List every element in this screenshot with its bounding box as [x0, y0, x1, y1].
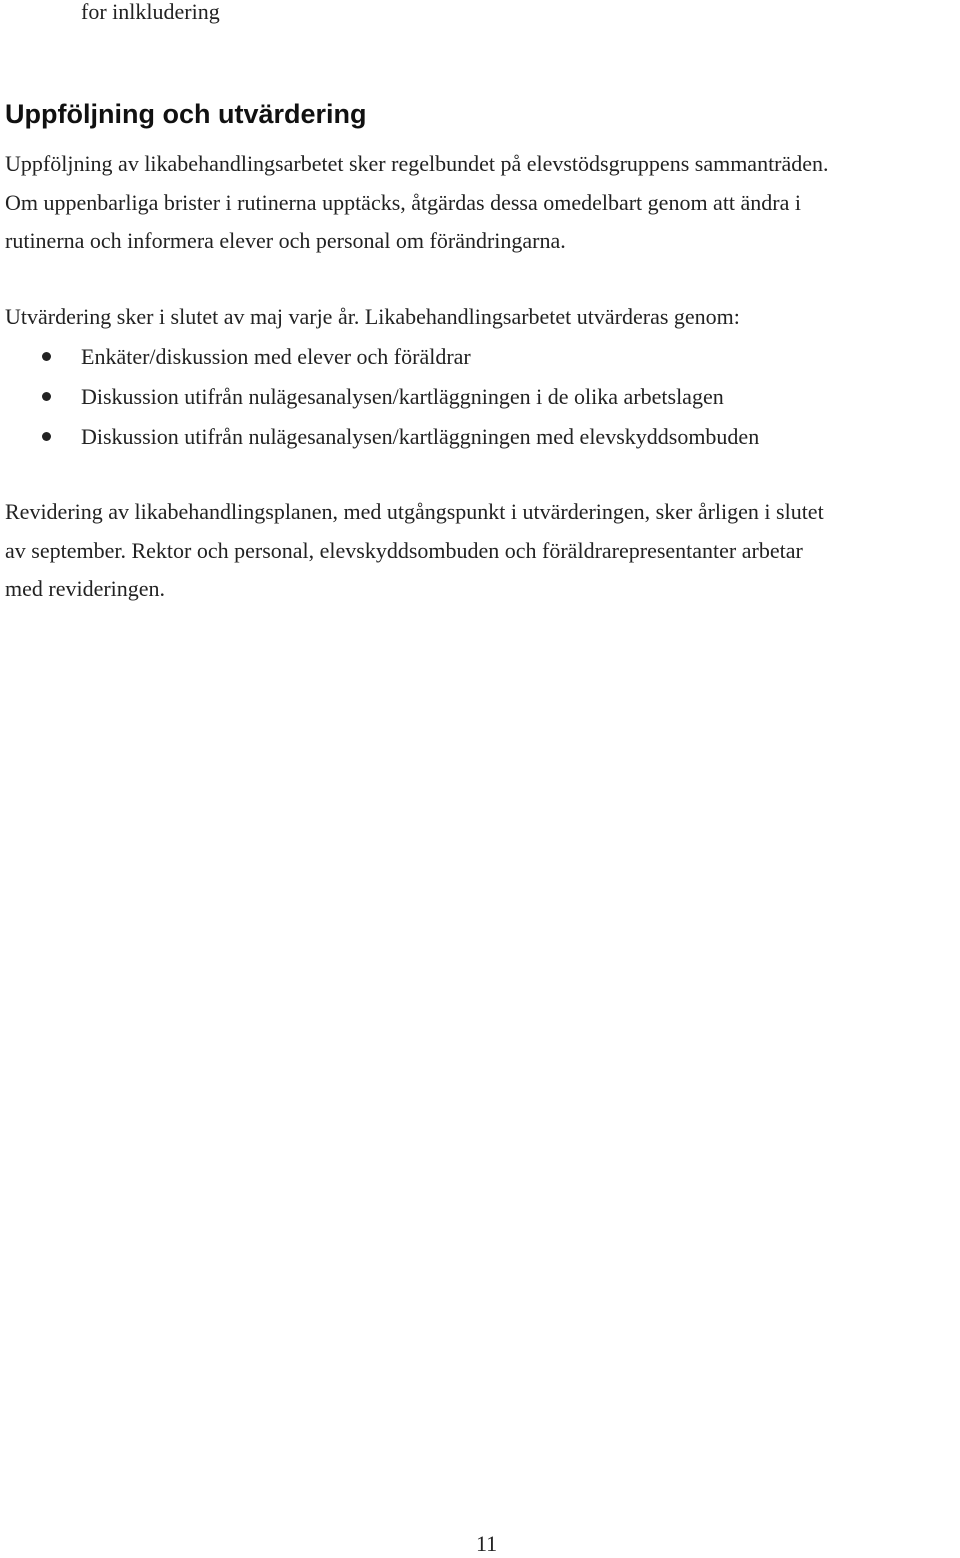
- paragraph-line: Utvärdering sker i slutet av maj varje år. Likabehandlingsarbetet utvärderas genom:: [5, 304, 740, 329]
- previous-page-fragment: for inlkludering: [81, 0, 220, 24]
- list-item-text: Enkäter/diskussion med elever och föräldrar: [81, 344, 471, 369]
- paragraph-follow-up: [5, 145, 829, 261]
- bullet-icon: [42, 352, 51, 361]
- list-item: [0, 377, 759, 417]
- paragraph-evaluation: [5, 298, 740, 337]
- list-item-text: Diskussion utifrån nulägesanalysen/kartläggningen med elevskyddsombuden: [81, 424, 760, 449]
- list-item-text: Diskussion utifrån nulägesanalysen/kartläggningen i de olika arbetslagen: [81, 384, 724, 409]
- bullet-icon: [42, 392, 51, 401]
- list-item: [0, 417, 759, 457]
- paragraph-line: med revideringen.: [5, 576, 166, 601]
- bullet-icon: [42, 432, 51, 441]
- section-heading: Uppföljning och utvärdering: [5, 99, 367, 129]
- paragraph-line: rutinerna och informera elever och personal om förändringarna.: [5, 228, 566, 253]
- page-number: 11: [476, 1531, 498, 1556]
- paragraph-line: Uppföljning av likabehandlingsarbetet sker regelbundet på elevstödsgruppens sammanträden.: [5, 151, 829, 176]
- paragraph-line: av september. Rektor och personal, elevskyddsombuden och föräldrarepresentanter arbetar: [5, 537, 803, 563]
- paragraph-line: Revidering av likabehandlingsplanen, med utgångspunkt i utvärderingen, sker årligen i slutet: [5, 499, 824, 524]
- paragraph-line: Om uppenbarliga brister i rutinerna upptäcks, åtgärdas dessa omedelbart genom att ändra i: [5, 189, 802, 215]
- evaluation-methods-list: [0, 337, 759, 457]
- paragraph-revision: [5, 493, 824, 609]
- list-item: [0, 337, 759, 377]
